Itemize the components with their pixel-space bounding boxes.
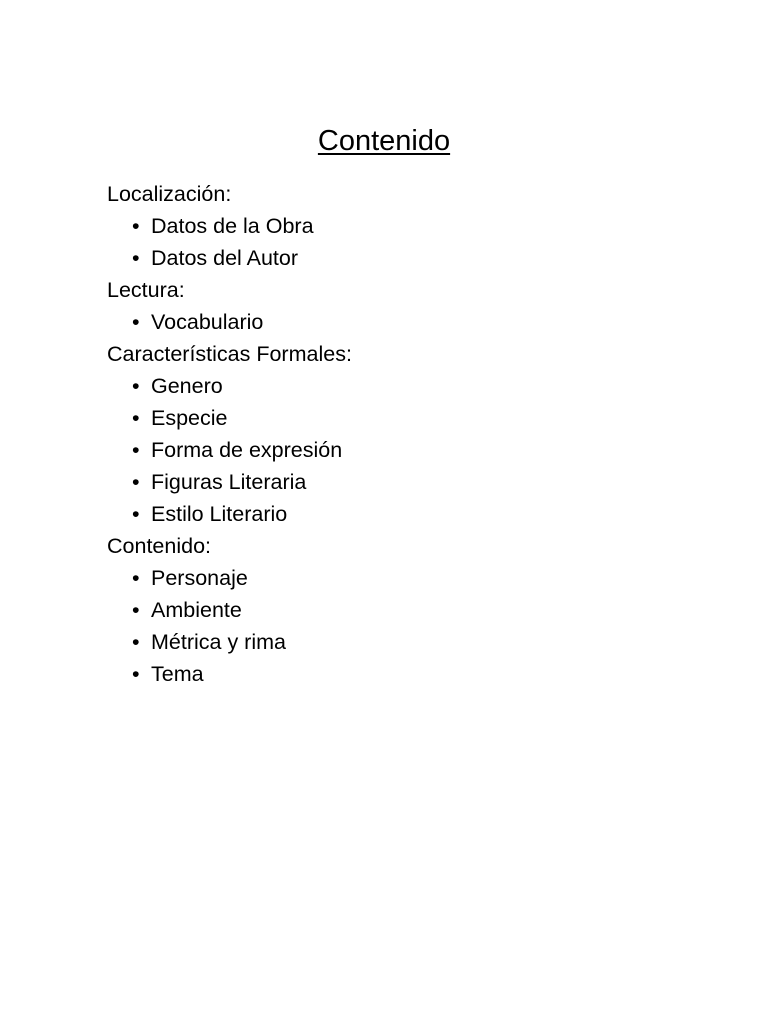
list-item: [132, 626, 352, 658]
list-item: [132, 402, 352, 434]
bullet-icon: •: [132, 566, 140, 590]
list-item: [132, 658, 352, 690]
page-title: [0, 123, 768, 159]
bullet-icon: •: [132, 438, 140, 462]
list-item: [132, 306, 352, 338]
bullet-icon: •: [132, 662, 140, 686]
bullet-icon: •: [132, 374, 140, 398]
bullet-icon: •: [132, 630, 140, 654]
section-item-list: [107, 210, 352, 274]
page-title-text: Contenido: [317, 125, 451, 157]
section-item-list: [107, 370, 352, 530]
section-item-list: [107, 306, 352, 338]
section-item-list: [107, 562, 352, 690]
list-item-text: Estilo Literario: [151, 502, 288, 526]
list-item-text: Métrica y rima: [151, 630, 286, 654]
list-item: [132, 434, 352, 466]
bullet-icon: •: [132, 406, 140, 430]
list-item-text: Genero: [151, 374, 223, 398]
list-item-text: Tema: [151, 662, 204, 686]
bullet-icon: •: [132, 246, 140, 270]
list-item: [132, 210, 352, 242]
list-item: [132, 498, 352, 530]
content-outline: [107, 178, 352, 690]
list-item-text: Vocabulario: [151, 310, 264, 334]
list-item-text: Figuras Literaria: [151, 470, 307, 494]
list-item: [132, 242, 352, 274]
section-heading: Localización:: [107, 182, 232, 206]
bullet-icon: •: [132, 470, 140, 494]
bullet-icon: •: [132, 598, 140, 622]
list-item: [132, 370, 352, 402]
list-item: [132, 594, 352, 626]
list-item: [132, 562, 352, 594]
list-item-text: Datos del Autor: [151, 246, 299, 270]
list-item-text: Ambiente: [151, 598, 242, 622]
section-heading: Lectura:: [107, 278, 185, 302]
bullet-icon: •: [132, 310, 140, 334]
section-heading: Características Formales:: [107, 342, 352, 366]
list-item-text: Datos de la Obra: [151, 214, 314, 238]
bullet-icon: •: [132, 502, 140, 526]
section-heading: Contenido:: [107, 534, 211, 558]
bullet-icon: •: [132, 214, 140, 238]
list-item-text: Forma de expresión: [151, 438, 343, 462]
list-item-text: Especie: [151, 406, 228, 430]
list-item-text: Personaje: [151, 566, 248, 590]
list-item: [132, 466, 352, 498]
